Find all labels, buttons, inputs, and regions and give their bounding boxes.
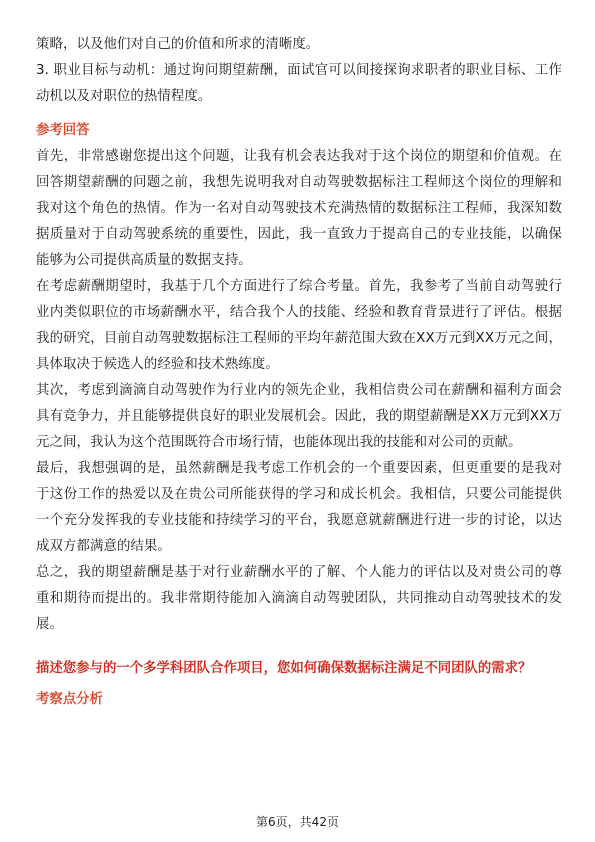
intro-tail-text: 策略，以及他们对自己的价值和所求的清晰度。 (36, 37, 320, 52)
answer-paragraph: 总之，我的期望薪酬是基于对行业薪酬水平的了解、个人能力的评估以及对贵公司的尊重和期待而提出的。我非常期待能加入滴滴自动驾驶团队，共同推动自动驾驶技术的发展。 (36, 565, 562, 632)
point-3-text: 3. 职业目标与动机：通过询问期望薪酬，面试官可以间接探询求职者的职业目标、工作动机以及对职位的热情程度。 (36, 63, 562, 104)
analysis-label: 考察点分析 (36, 692, 103, 707)
answer-paragraph: 其次，考虑到滴滴自动驾驶作为行业内的领先企业，我相信贵公司在薪酬和福利方面会具有竞争力，并且能够提供良好的职业发展机会。因此，我的期望薪酬是XX万元到XX万元之间，我认为这个范围既符合市场行情，也能体现出我的技能和对公司的贡献。 (36, 383, 562, 450)
answer-paragraph: 最后，我想强调的是，虽然薪酬是我考虑工作机会的一个重要因素，但更重要的是我对于这份工作的热爱以及在贵公司所能获得的学习和成长机会。我相信，只要公司能提供一个充分发挥我的专业技能和持续学习的平台，我愿意就薪酬进行进一步的讨论，以达成双方都满意的结果。 (36, 461, 562, 554)
next-question-heading: 描述您参与的一个多学科团队合作项目，您如何确保数据标注满足不同团队的需求？ (36, 661, 532, 676)
page-number: 第6页，共42页 (256, 815, 339, 829)
page-content (36, 32, 562, 713)
answer-label: 参考回答 (36, 123, 90, 138)
answer-paragraph: 首先，非常感谢您提出这个问题，让我有机会表达我对于这个岗位的期望和价值观。在回答期望薪酬的问题之前，我想先说明我对自动驾驶数据标注工程师这个岗位的理解和我对这个角色的热情。作为一名对自动驾驶技术充满热情的数据标注工程师，我深知数据质量对于自动驾驶系统的重要性，因此，我一直致力于提高自己的专业技能，以确保能够为公司提供高质量的数据支持。 (36, 149, 562, 268)
answer-paragraph: 在考虑薪酬期望时，我基于几个方面进行了综合考量。首先，我参考了当前自动驾驶行业内类似职位的市场薪酬水平，结合我个人的技能、经验和教育背景进行了评估。根据我的研究，目前自动驾驶数据标注工程师的平均年薪范围大致在XX万元到XX万元之间，具体取决于候选人的经验和技术熟练度。 (36, 279, 562, 372)
